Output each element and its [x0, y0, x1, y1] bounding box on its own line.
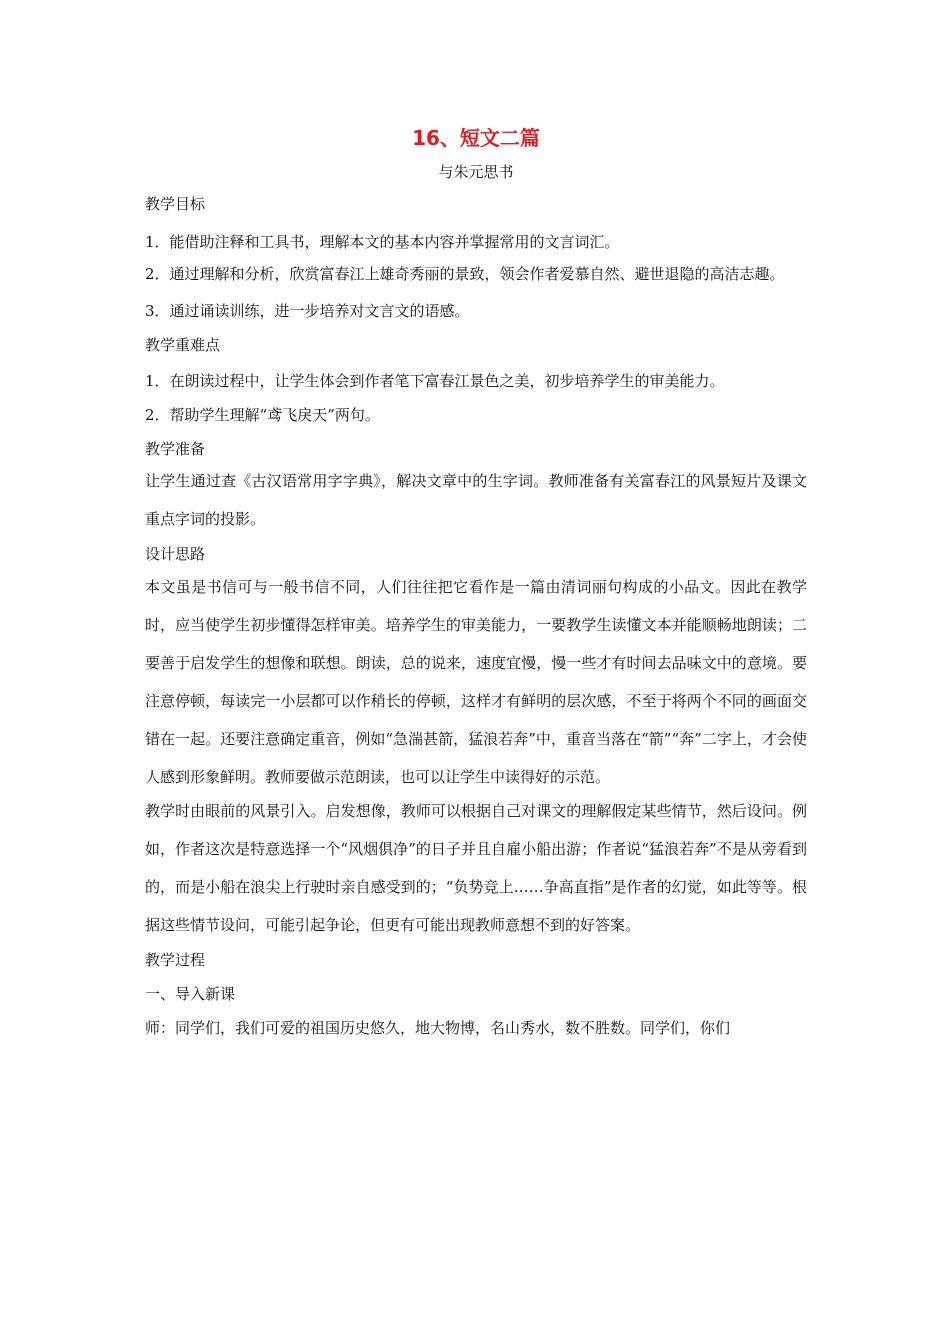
key-point-item-2: 2．帮助学生理解“鸢飞戾天”两句。 [145, 406, 380, 424]
goal-item-3: 3．通过诵读训练，进一步培养对文言文的语感。 [145, 302, 470, 320]
process-step-1: 一、导入新课 [145, 985, 236, 1003]
design-heading: 设计思路 [145, 545, 206, 563]
document-page [145, 118, 807, 1047]
goal-item-2: 2．通过理解和分析，欣赏富春江上雄奇秀丽的景致，领会作者爱慕自然、避世退隐的高洁志趣。 [145, 265, 785, 283]
preparation-heading: 教学准备 [145, 440, 206, 458]
process-text-1: 师：同学们，我们可爱的祖国历史悠久，地大物博，名山秀水，数不胜数。同学们，你们 [145, 1019, 731, 1037]
goals-heading: 教学目标 [145, 195, 206, 213]
design-paragraph-1: 本文虽是书信可与一般书信不同，人们往往把它看作是一篇由清词丽句构成的小品文。因此在教学时，应当使学生初步懂得怎样审美。培养学生的审美能力，一要教学生读懂文本并能顺畅地朗读；二要善于启发学生的想像和联想。朗读，总的说来，速度宜慢，慢一些才有时间去品味文中的意境。要注意停顿，每读完一小层都可以作稍长的停顿，这样才有鲜明的层次感，不至于将两个不同的画面交错在一起。还要注意确定重音，例如“急湍甚箭，猛浪若奔”中，重音当落在“箭”“奔”二字上，才会使人感到形象鲜明。教师要做示范朗读，也可以让学生中读得好的示范。 [145, 578, 807, 786]
document-subtitle: 与朱元思书 [438, 163, 514, 181]
preparation-text: 让学生通过查《古汉语常用字字典》，解决文章中的生字词。教师准备有关富春江的风景短片及课文重点字词的投影。 [145, 472, 807, 528]
design-paragraph-2: 教学时由眼前的风景引入。启发想像，教师可以根据自己对课文的理解假定某些情节，然后设问。例如，作者这次是特意选择一个“风烟俱净”的日子并且自雇小船出游；作者说“猛浪若奔”不是从旁看到的，而是小船在浪尖上行驶时亲自感受到的；“负势竞上……争高直指”是作者的幻觉，如此等等。根据这些情节设问，可能引起争论，但更有可能出现教师意想不到的好答案。 [145, 802, 807, 934]
key-points-heading: 教学重难点 [145, 336, 221, 354]
document-title: 16、短文二篇 [412, 126, 540, 150]
goal-item-1: 1．能借助注释和工具书，理解本文的基本内容并掌握常用的文言词汇。 [145, 233, 620, 251]
process-heading: 教学过程 [145, 951, 206, 969]
key-point-item-1: 1．在朗读过程中，让学生体会到作者笔下富春江景色之美，初步培养学生的审美能力。 [145, 372, 725, 390]
